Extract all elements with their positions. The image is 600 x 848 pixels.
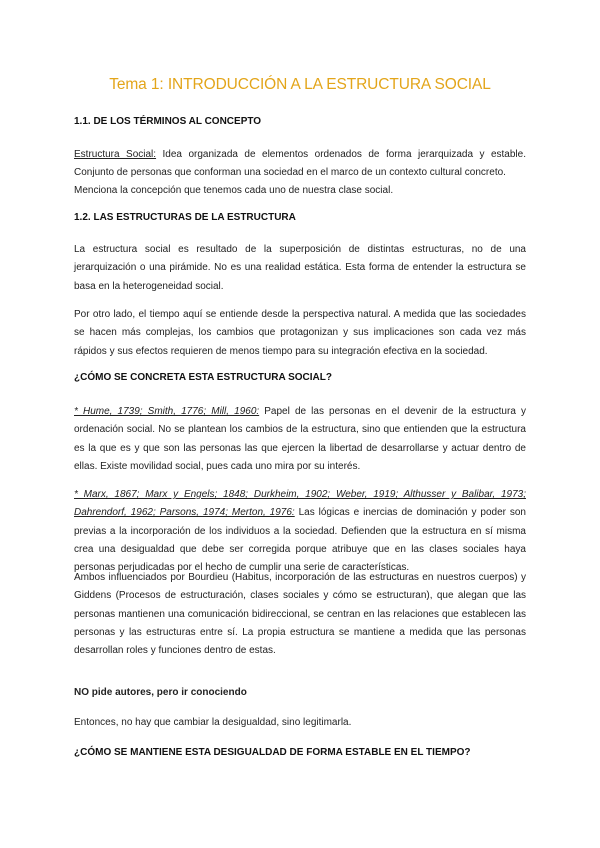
section-heading-1-1: 1.1. DE LOS TÉRMINOS AL CONCEPTO [74,116,262,127]
paragraph-bourdieu-giddens: Ambos influenciados por Bourdieu (Habitus, incorporación de las estructuras en nuestros cuerpos) y Giddens (Procesos de estructuración, clases sociales y cómo se estructuran), que alegan que las personas mantienen una comunicación bidireccional, se centran en las relaciones que establecen las personas y las estructuras entre sí. La propia estructura se mantiene a medida que las personas desarrollan roles y funciones dentro de estas. [74,572,526,657]
paragraph-tiempo: Por otro lado, el tiempo aquí se entiende desde la perspectiva natural. A medida que las sociedades se hacen más complejas, los cambios que protagonizan y sus implicaciones son cada vez más rápidos y sus efectos requieren de menos tiempo para su integración efectiva en la sociedad. [74,309,526,357]
paragraph-marx-durkheim [74,486,526,577]
section-heading-1-2: 1.2. LAS ESTRUCTURAS DE LA ESTRUCTURA [74,212,296,223]
definition-text: Idea organizada de elementos ordenados de forma jerarquizada y estable. Conjunto de personas que conforman una sociedad en el marco de un contexto cultural concreto. [74,149,526,179]
paragraph-superposicion: La estructura social es resultado de la superposición de distintas estructuras, no de una jerarquización o una pirámide. No es una realidad estática. Esta forma de entender la estructura se basa en la heterogeneidad social. [74,244,526,292]
paragraph-legitimarla: Entonces, no hay que cambiar la desigualdad, sino legitimarla. [74,717,352,728]
paragraph-note: Menciona la concepción que tenemos cada uno de nuestra clase social. [74,185,394,196]
paragraph-estructura-social [74,146,526,183]
section-heading-como-se-mantiene: ¿CÓMO SE MANTIENE ESTA DESIGUALDAD DE FORMA ESTABLE EN EL TIEMPO? [74,747,471,758]
page-title: Tema 1: INTRODUCCIÓN A LA ESTRUCTURA SOCIAL [109,76,491,93]
term-estructura-social: Estructura Social: [74,149,157,160]
note-no-pide-autores: NO pide autores, pero ir conociendo [74,687,247,698]
section-heading-como-se-concreta: ¿CÓMO SE CONCRETA ESTA ESTRUCTURA SOCIAL? [74,372,332,383]
paragraph-hume-text: Papel de las personas en el devenir de la estructura y ordenación social. No se plantean los cambios de la estructura, sino que entienden que la estructura es la que es y que son las personas las que ejercen la libertad de desarrollarse y actuar dentro de ellas. Existe movilidad social, pues cada uno mira por su interés. [74,406,526,472]
citation-marx-durkheim: * Marx, 1867; Marx y Engels; 1848; Durkheim, 1902; Weber, 1919; Althusser y Balibar, 1973; Dahrendorf, 1962; Parsons, 1974; Merton, 1976: [74,489,526,519]
citation-hume-smith-mill: * Hume, 1739; Smith, 1776; Mill, 1960: [74,406,260,417]
paragraph-hume-smith-mill [74,403,526,476]
paragraph-marx-text: Las lógicas e inercias de dominación y poder son previas a la incorporación de los individuos a la sociedad. Defienden que la estructura en sí misma crea una desigualdad que debe ser corregida porque atribuye que en las clases sociales haya personas perjudicadas por el hecho de cumplir una serie de características. [74,507,526,574]
